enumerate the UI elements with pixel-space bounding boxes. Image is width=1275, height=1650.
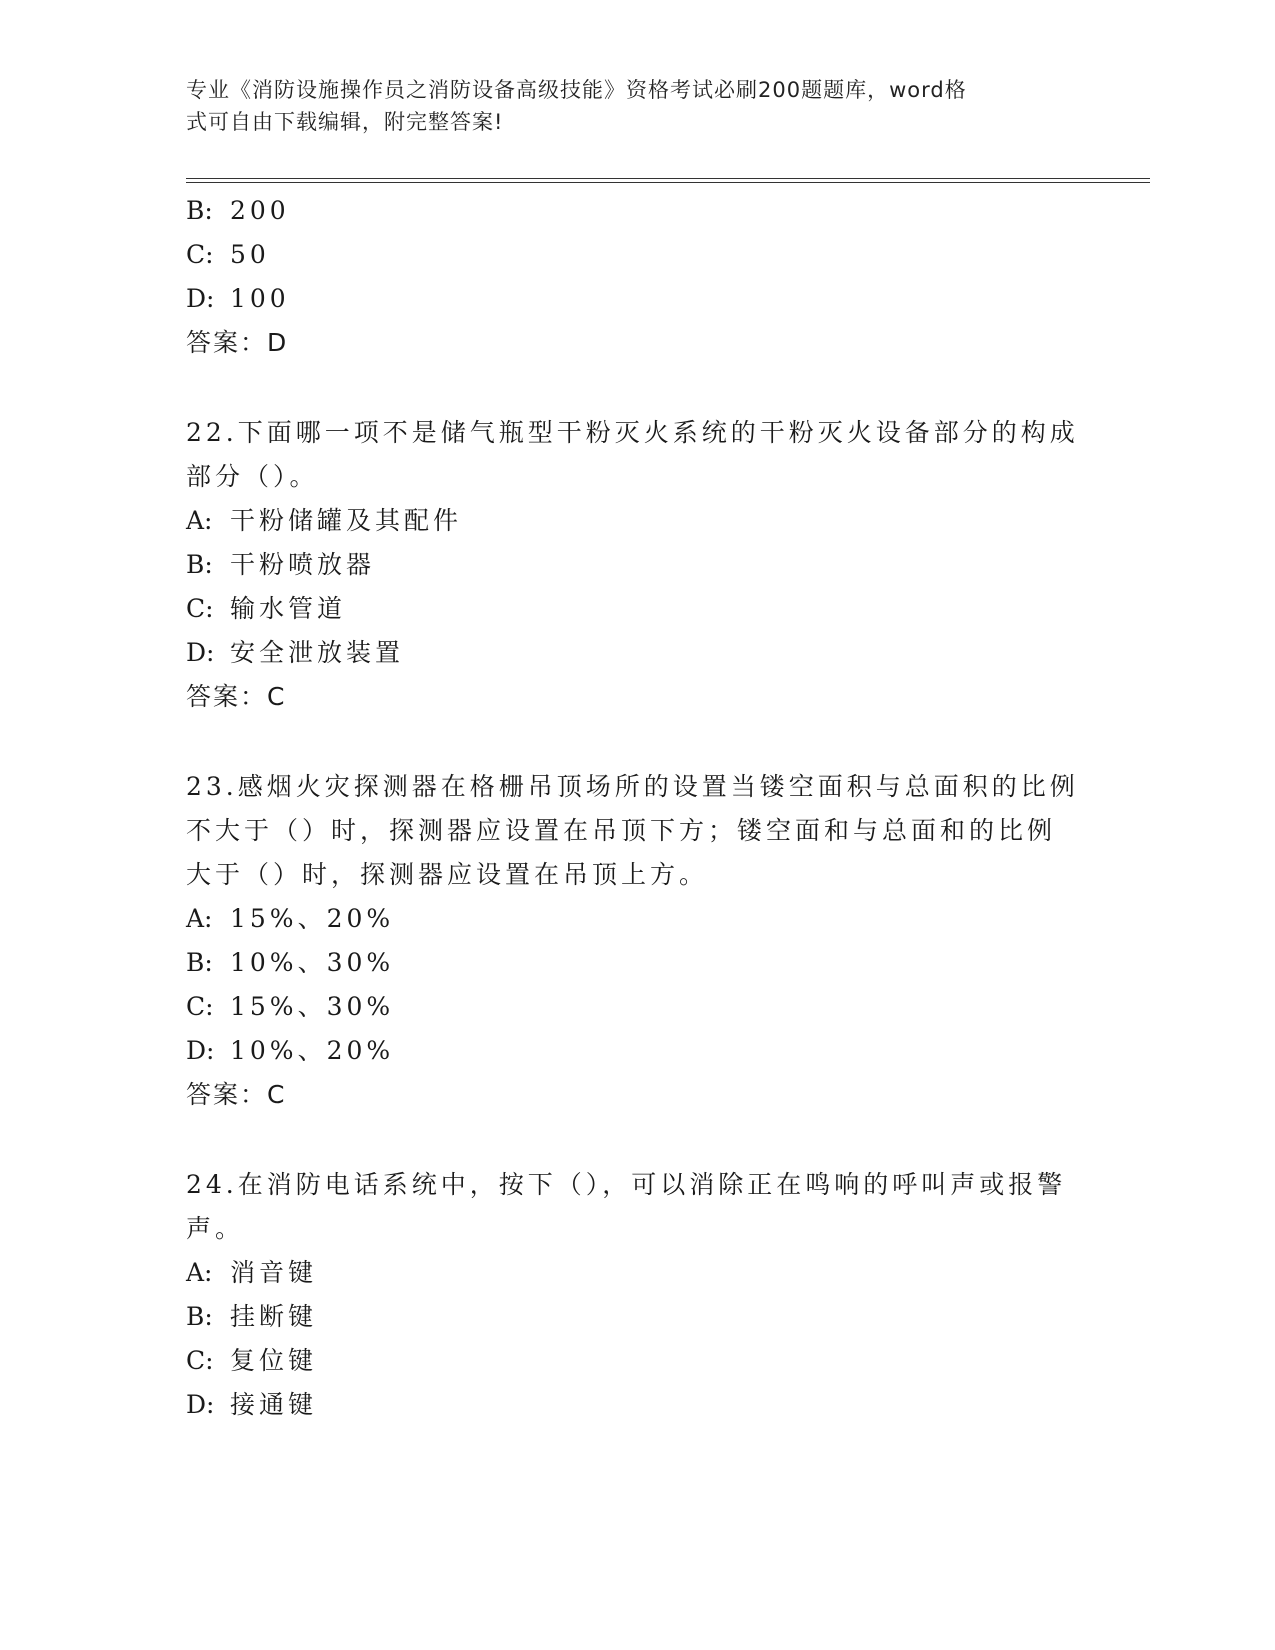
header-divider-top (186, 178, 1150, 179)
q21-option-d (186, 284, 1086, 314)
option-text: 复位键 (230, 1346, 318, 1375)
option-key: A: (186, 1258, 213, 1287)
option-text: 50 (230, 240, 270, 269)
option-text: 接通键 (230, 1390, 318, 1419)
option-text: 15%、30% (230, 992, 395, 1021)
option-key: C: (186, 240, 214, 269)
option-text: 消音键 (230, 1258, 318, 1287)
header-divider-bottom (186, 182, 1150, 183)
q22-answer: 答案：C (186, 682, 287, 711)
q23-stem-line-2: 不大于（）时，探测器应设置在吊顶下方；镂空面和与总面和的比例 (186, 816, 1057, 845)
document-header (186, 74, 1066, 138)
q24-stem-line-2: 声。 (186, 1214, 245, 1243)
option-text: 10%、30% (230, 948, 395, 977)
q22-option-b (186, 550, 1086, 580)
option-key: D: (186, 1390, 215, 1419)
q23-option-d (186, 1036, 1086, 1066)
q21-option-b (186, 196, 1086, 226)
option-key: B: (186, 196, 213, 225)
q24-option-a (186, 1258, 1086, 1288)
option-key: B: (186, 948, 213, 977)
option-text: 100 (230, 284, 290, 313)
q21-answer: 答案：D (186, 328, 289, 357)
option-text: 挂断键 (230, 1302, 318, 1331)
option-text: 安全泄放装置 (230, 638, 405, 667)
q24-option-b (186, 1302, 1086, 1332)
option-key: C: (186, 594, 214, 623)
q22-stem-line-2: 部分（）。 (186, 462, 319, 491)
q23-option-b (186, 948, 1086, 978)
q23-option-a (186, 904, 1086, 934)
option-text: 干粉储罐及其配件 (230, 506, 463, 535)
option-text: 200 (230, 196, 290, 225)
q24-option-d (186, 1390, 1086, 1420)
option-key: A: (186, 506, 213, 535)
option-key: D: (186, 284, 215, 313)
q21-option-c (186, 240, 1086, 270)
q24-option-c (186, 1346, 1086, 1376)
q23-stem-line-3: 大于（）时，探测器应设置在吊顶上方。 (186, 860, 709, 889)
option-text: 干粉喷放器 (230, 550, 376, 579)
option-key: A: (186, 904, 213, 933)
q24-stem-line-1: 24.在消防电话系统中，按下（），可以消除正在鸣响的呼叫声或报警 (186, 1170, 1067, 1199)
option-key: D: (186, 1036, 215, 1065)
option-text: 10%、20% (230, 1036, 395, 1065)
q22-stem-line-1: 22.下面哪一项不是储气瓶型干粉灭火系统的干粉灭火设备部分的构成 (186, 418, 1079, 447)
option-text: 15%、20% (230, 904, 395, 933)
option-text: 输水管道 (230, 594, 347, 623)
option-key: C: (186, 992, 214, 1021)
q23-option-c (186, 992, 1086, 1022)
q23-stem-line-1: 23.感烟火灾探测器在格栅吊顶场所的设置当镂空面积与总面积的比例 (186, 772, 1079, 801)
header-line-1: 专业《消防设施操作员之消防设备高级技能》资格考试必刷200题题库，word格 (186, 78, 967, 102)
q22-option-a (186, 506, 1086, 536)
q22-option-c (186, 594, 1086, 624)
header-line-2: 式可自由下载编辑，附完整答案! (186, 110, 504, 134)
option-key: D: (186, 638, 215, 667)
q23-answer: 答案：C (186, 1080, 287, 1109)
option-key: B: (186, 1302, 213, 1331)
option-key: B: (186, 550, 213, 579)
option-key: C: (186, 1346, 214, 1375)
q22-option-d (186, 638, 1086, 668)
